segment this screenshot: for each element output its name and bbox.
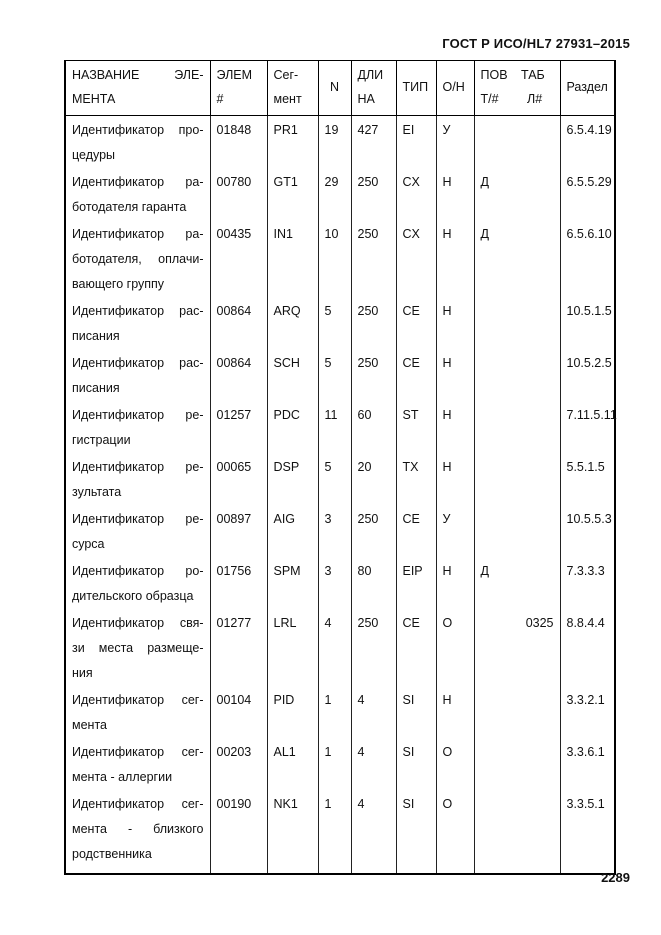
cell-type: EIP xyxy=(396,557,436,609)
cell-elem: 00864 xyxy=(210,349,267,401)
cell-tbl xyxy=(515,505,560,557)
cell-opt: О xyxy=(436,738,474,790)
cell-type: EI xyxy=(396,116,436,169)
cell-segment: AL1 xyxy=(267,738,318,790)
cell-opt: У xyxy=(436,116,474,169)
cell-n: 1 xyxy=(318,738,351,790)
cell-elem: 00897 xyxy=(210,505,267,557)
cell-len: 250 xyxy=(351,349,396,401)
table-row xyxy=(65,297,615,349)
cell-rep xyxy=(474,116,515,169)
column-header-table: ТАБ Л# xyxy=(515,61,560,116)
table-header-row xyxy=(65,61,615,116)
cell-opt: У xyxy=(436,505,474,557)
table-row xyxy=(65,609,615,686)
cell-segment: SPM xyxy=(267,557,318,609)
cell-tbl xyxy=(515,401,560,453)
table-row xyxy=(65,686,615,738)
element-name-text: Идентификатор сег- мента - близкого родственника xyxy=(72,797,204,861)
cell-opt: О xyxy=(436,790,474,874)
cell-tbl: 0325 xyxy=(515,609,560,686)
cell-rep xyxy=(474,453,515,505)
cell-element-name xyxy=(65,220,210,297)
cell-section: 6.5.5.29 xyxy=(560,168,615,220)
cell-segment: AIG xyxy=(267,505,318,557)
cell-section: 6.5.4.19 xyxy=(560,116,615,169)
cell-section: 6.5.6.10 xyxy=(560,220,615,297)
cell-tbl xyxy=(515,297,560,349)
cell-n: 10 xyxy=(318,220,351,297)
cell-tbl xyxy=(515,116,560,169)
cell-type: SI xyxy=(396,738,436,790)
cell-rep xyxy=(474,401,515,453)
cell-elem: 00065 xyxy=(210,453,267,505)
cell-element-name xyxy=(65,116,210,169)
cell-segment: PDC xyxy=(267,401,318,453)
cell-n: 5 xyxy=(318,453,351,505)
cell-n: 29 xyxy=(318,168,351,220)
table-row xyxy=(65,220,615,297)
element-name-text: Идентификатор сег- мента xyxy=(72,693,204,732)
element-name-text: Идентификатор сег- мента - аллергии xyxy=(72,745,204,784)
cell-section: 3.3.2.1 xyxy=(560,686,615,738)
table-row xyxy=(65,505,615,557)
cell-tbl xyxy=(515,557,560,609)
cell-rep: Д xyxy=(474,220,515,297)
cell-n: 4 xyxy=(318,609,351,686)
cell-element-name xyxy=(65,453,210,505)
table-row xyxy=(65,738,615,790)
cell-elem: 00435 xyxy=(210,220,267,297)
cell-len: 4 xyxy=(351,738,396,790)
cell-segment: PR1 xyxy=(267,116,318,169)
cell-len: 427 xyxy=(351,116,396,169)
cell-len: 20 xyxy=(351,453,396,505)
column-header-section: Раздел xyxy=(560,61,615,116)
header-name-text: НАЗВАНИЕ ЭЛЕ- МЕНТА xyxy=(72,68,204,106)
cell-element-name xyxy=(65,790,210,874)
column-header-n: N xyxy=(318,61,351,116)
cell-segment: SCH xyxy=(267,349,318,401)
cell-type: TX xyxy=(396,453,436,505)
cell-len: 250 xyxy=(351,609,396,686)
cell-type: ST xyxy=(396,401,436,453)
page-number: 2289 xyxy=(601,870,630,885)
table-row xyxy=(65,349,615,401)
cell-n: 11 xyxy=(318,401,351,453)
element-name-text: Идентификатор ра- ботодателя гаранта xyxy=(72,175,204,214)
cell-opt: Н xyxy=(436,557,474,609)
cell-section: 10.5.2.5 xyxy=(560,349,615,401)
cell-rep xyxy=(474,686,515,738)
element-name-text: Идентификатор ро- дительского образца xyxy=(72,564,204,603)
table-row xyxy=(65,116,615,169)
cell-rep xyxy=(474,297,515,349)
cell-elem: 00190 xyxy=(210,790,267,874)
cell-n: 5 xyxy=(318,297,351,349)
cell-opt: О xyxy=(436,609,474,686)
cell-rep: Д xyxy=(474,557,515,609)
cell-section: 10.5.1.5 xyxy=(560,297,615,349)
cell-element-name xyxy=(65,401,210,453)
table-row xyxy=(65,401,615,453)
cell-type: SI xyxy=(396,686,436,738)
cell-tbl xyxy=(515,220,560,297)
cell-type: CE xyxy=(396,349,436,401)
cell-len: 250 xyxy=(351,168,396,220)
cell-opt: Н xyxy=(436,686,474,738)
cell-rep xyxy=(474,738,515,790)
cell-segment: IN1 xyxy=(267,220,318,297)
cell-tbl xyxy=(515,168,560,220)
cell-rep xyxy=(474,790,515,874)
column-header-type: ТИП xyxy=(396,61,436,116)
cell-type: SI xyxy=(396,790,436,874)
cell-segment: DSP xyxy=(267,453,318,505)
cell-type: CE xyxy=(396,505,436,557)
cell-elem: 01848 xyxy=(210,116,267,169)
cell-elem: 00203 xyxy=(210,738,267,790)
table-row xyxy=(65,168,615,220)
cell-section: 7.11.5.11 xyxy=(560,401,615,453)
cell-segment: LRL xyxy=(267,609,318,686)
cell-section: 5.5.1.5 xyxy=(560,453,615,505)
cell-n: 3 xyxy=(318,557,351,609)
element-name-text: Идентификатор про- цедуры xyxy=(72,123,204,162)
cell-len: 4 xyxy=(351,686,396,738)
element-name-text: Идентификатор ра- ботодателя, оплачи- вающего группу xyxy=(72,227,204,291)
cell-elem: 01257 xyxy=(210,401,267,453)
data-elements-table xyxy=(64,60,616,875)
cell-element-name xyxy=(65,349,210,401)
cell-opt: Н xyxy=(436,168,474,220)
column-header-length: ДЛИ НА xyxy=(351,61,396,116)
cell-element-name xyxy=(65,297,210,349)
cell-len: 4 xyxy=(351,790,396,874)
cell-rep: Д xyxy=(474,168,515,220)
cell-tbl xyxy=(515,349,560,401)
table-body xyxy=(65,116,615,875)
cell-len: 250 xyxy=(351,297,396,349)
column-header-name xyxy=(65,61,210,116)
cell-rep xyxy=(474,505,515,557)
table-row xyxy=(65,557,615,609)
cell-section: 8.8.4.4 xyxy=(560,609,615,686)
cell-type: CE xyxy=(396,609,436,686)
cell-section: 3.3.5.1 xyxy=(560,790,615,874)
cell-element-name xyxy=(65,505,210,557)
table-row xyxy=(65,790,615,874)
cell-len: 250 xyxy=(351,220,396,297)
cell-n: 3 xyxy=(318,505,351,557)
element-name-text: Идентификатор свя- зи места размеще- ния xyxy=(72,616,204,680)
cell-element-name xyxy=(65,557,210,609)
cell-elem: 00780 xyxy=(210,168,267,220)
cell-tbl xyxy=(515,790,560,874)
cell-len: 250 xyxy=(351,505,396,557)
cell-tbl xyxy=(515,453,560,505)
cell-section: 7.3.3.3 xyxy=(560,557,615,609)
cell-section: 3.3.6.1 xyxy=(560,738,615,790)
cell-opt: Н xyxy=(436,401,474,453)
cell-elem: 00864 xyxy=(210,297,267,349)
cell-opt: Н xyxy=(436,297,474,349)
cell-len: 80 xyxy=(351,557,396,609)
cell-n: 5 xyxy=(318,349,351,401)
column-header-segment: Сег- мент xyxy=(267,61,318,116)
cell-elem: 01756 xyxy=(210,557,267,609)
element-name-text: Идентификатор ре- зультата xyxy=(72,460,204,499)
cell-section: 10.5.5.3 xyxy=(560,505,615,557)
cell-segment: GT1 xyxy=(267,168,318,220)
document-header: ГОСТ Р ИСО/HL7 27931–2015 xyxy=(442,36,630,51)
cell-element-name xyxy=(65,609,210,686)
cell-opt: Н xyxy=(436,220,474,297)
table-row xyxy=(65,453,615,505)
cell-opt: Н xyxy=(436,349,474,401)
cell-segment: ARQ xyxy=(267,297,318,349)
cell-element-name xyxy=(65,686,210,738)
element-name-text: Идентификатор ре- гистрации xyxy=(72,408,204,447)
element-name-text: Идентификатор рас- писания xyxy=(72,356,204,395)
element-name-text: Идентификатор ре- сурса xyxy=(72,512,204,551)
cell-opt: Н xyxy=(436,453,474,505)
cell-type: CX xyxy=(396,220,436,297)
cell-n: 1 xyxy=(318,686,351,738)
cell-rep xyxy=(474,349,515,401)
cell-elem: 00104 xyxy=(210,686,267,738)
column-header-repeat: ПОВ Т/# xyxy=(474,61,515,116)
element-name-text: Идентификатор рас- писания xyxy=(72,304,204,343)
cell-type: CE xyxy=(396,297,436,349)
column-header-elem: ЭЛЕМ # xyxy=(210,61,267,116)
cell-type: CX xyxy=(396,168,436,220)
cell-n: 1 xyxy=(318,790,351,874)
cell-rep xyxy=(474,609,515,686)
cell-len: 60 xyxy=(351,401,396,453)
cell-segment: PID xyxy=(267,686,318,738)
cell-n: 19 xyxy=(318,116,351,169)
column-header-optionality: О/Н xyxy=(436,61,474,116)
cell-element-name xyxy=(65,168,210,220)
cell-tbl xyxy=(515,686,560,738)
cell-element-name xyxy=(65,738,210,790)
cell-tbl xyxy=(515,738,560,790)
cell-elem: 01277 xyxy=(210,609,267,686)
cell-segment: NK1 xyxy=(267,790,318,874)
